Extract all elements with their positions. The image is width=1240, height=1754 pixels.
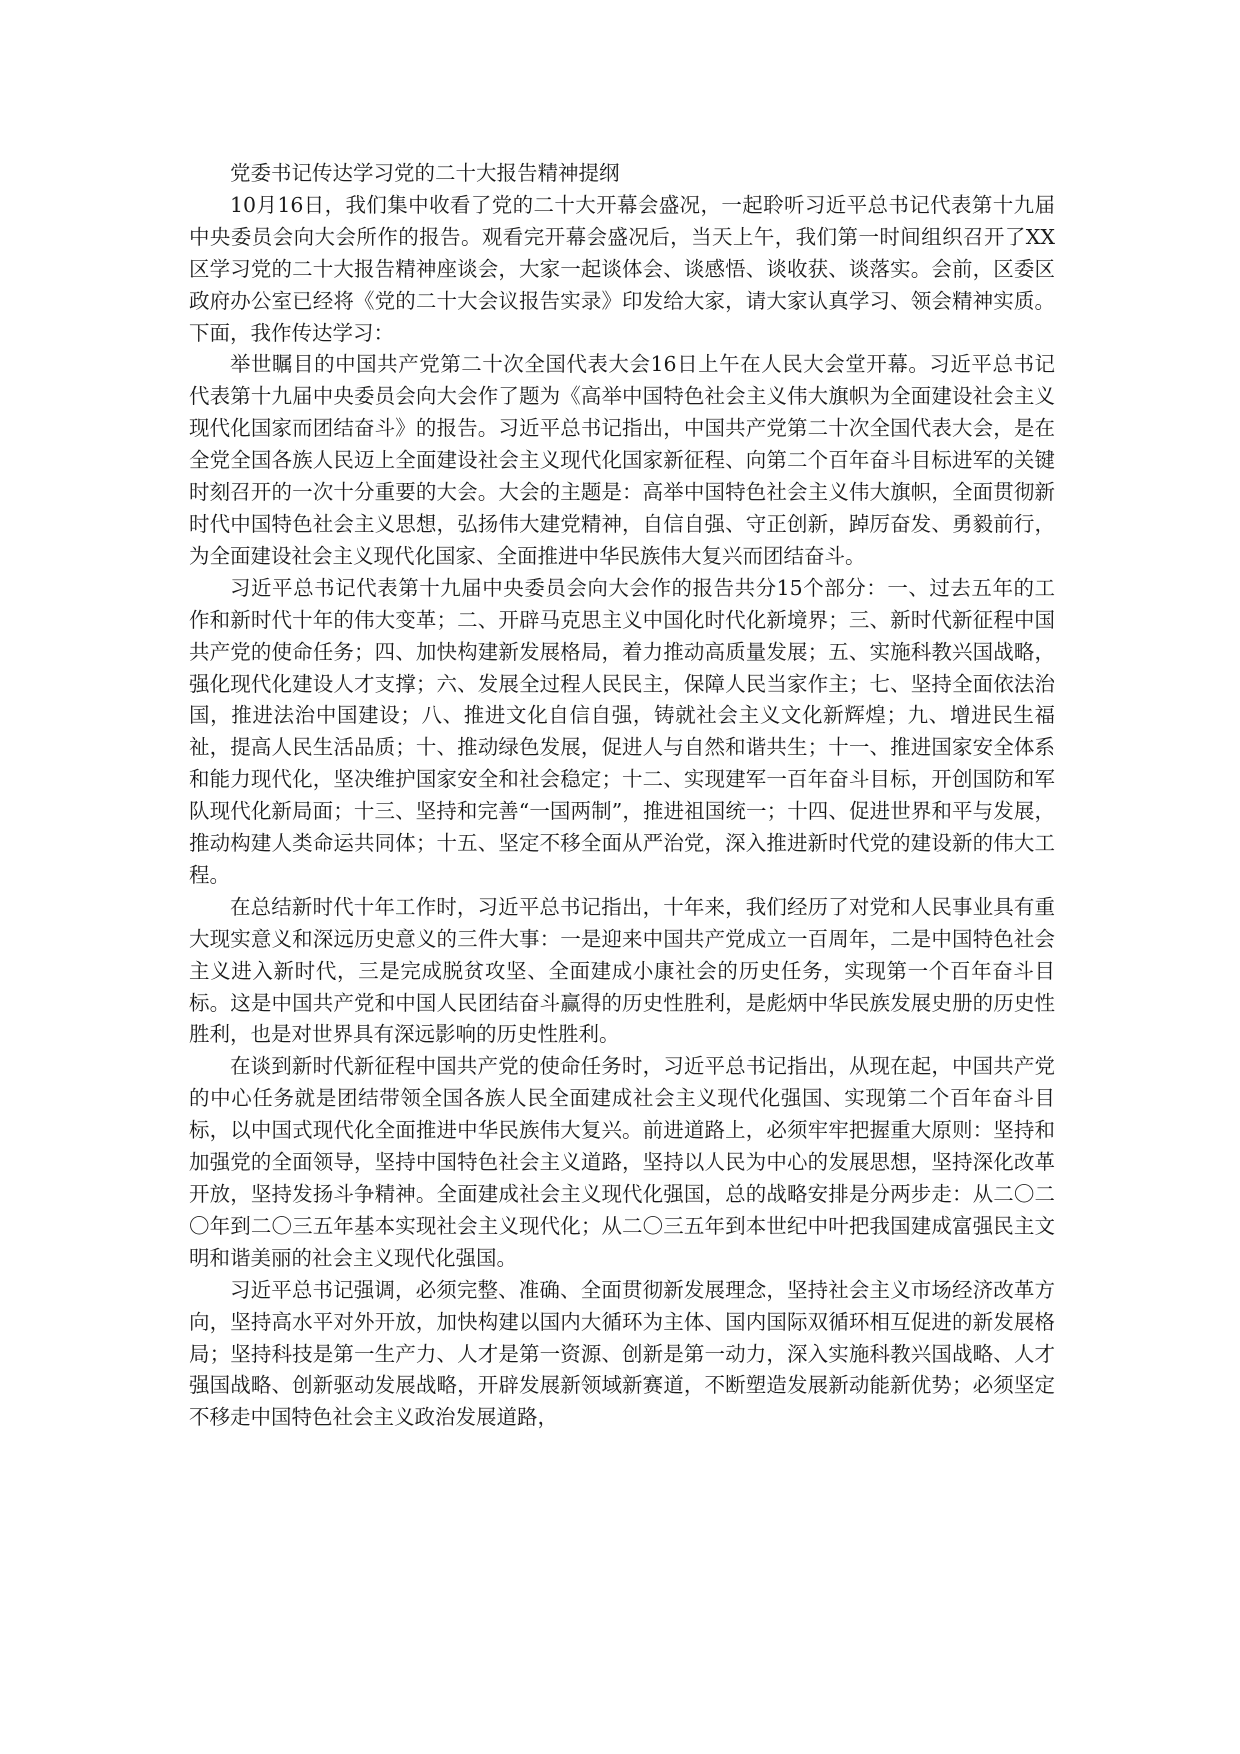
paragraph-report-sections: 习近平总书记代表第十九届中央委员会向大会作的报告共分15个部分：一、过去五年的工作和新时代十年的伟大变革；二、开辟马克思主义中国化时代化新境界；三、新时代新征程中国共产党的使命任务；四、加快构建新发展格局，着力推动高质量发展；五、实施科教兴国战略，强化现代化建设人才支撑；六、发展全过程人民民主，保障人民当家作主；七、坚持全面依法治国，推进法治中国建设；八、推进文化自信自强，铸就社会主义文化新辉煌；九、增进民生福祉，提高人民生活品质；十、推动绿色发展，促进人与自然和谐共生；十一、推进国家安全体系和能力现代化，坚决维护国家安全和社会稳定；十二、实现建军一百年奋斗目标，开创国防和军队现代化新局面；十三、坚持和完善“一国两制”，推进祖国统一；十四、促进世界和平与发展，推动构建人类命运共同体；十五、坚定不移全面从严治党，深入推进新时代党的建设新的伟大工程。: [189, 575, 1055, 887]
paragraph-mission-tasks: 在谈到新时代新征程中国共产党的使命任务时，习近平总书记指出，从现在起，中国共产党的中心任务就是团结带领全国各族人民全面建成社会主义现代化强国、实现第二个百年奋斗目标，以中国式现代化全面推进中华民族伟大复兴。前进道路上，必须牢牢把握重大原则：坚持和加强党的全面领导，坚持中国特色社会主义道路，坚持以人民为中心的发展思想，坚持深化改革开放，坚持发扬斗争精神。全面建成社会主义现代化强国，总的战略安排是分两步走：从二〇二〇年到二〇三五年基本实现社会主义现代化；从二〇三五年到本世纪中叶把我国建成富强民主文明和谐美丽的社会主义现代化强国。: [189, 1054, 1055, 1270]
paragraph-congress-opening: 举世瞩目的中国共产党第二十次全国代表大会16日上午在人民大会堂开幕。习近平总书记代表第十九届中央委员会向大会作了题为《高举中国特色社会主义伟大旗帜为全面建设社会主义现代化国家而团结奋斗》的报告。习近平总书记指出，中国共产党第二十次全国代表大会，是在全党全国各族人民迈上全面建设社会主义现代化国家新征程、向第二个百年奋斗目标进军的关键时刻召开的一次十分重要的大会。大会的主题是：高举中国特色社会主义伟大旗帜，全面贯彻新时代中国特色社会主义思想，弘扬伟大建党精神，自信自强、守正创新，踔厉奋发、勇毅前行，为全面建设社会主义现代化国家、全面推进中华民族伟大复兴而团结奋斗。: [189, 352, 1055, 568]
document-title: 党委书记传达学习党的二十大报告精神提纲: [230, 161, 620, 185]
paragraph-intro: 10月16日，我们集中收看了党的二十大开幕会盛况，一起聆听习近平总书记代表第十九届中央委员会向大会所作的报告。观看完开幕会盛况后，当天上午，我们第一时间组织召开了XX区学习党的二十大报告精神座谈会，大家一起谈体会、谈感悟、谈收获、谈落实。会前，区委区政府办公室已经将《党的二十大会议报告实录》印发给大家，请大家认真学习、领会精神实质。下面，我作传达学习：: [189, 192, 1055, 345]
paragraph-decade-summary: 在总结新时代十年工作时，习近平总书记指出，十年来，我们经历了对党和人民事业具有重大现实意义和深远历史意义的三件大事：一是迎来中国共产党成立一百周年，二是中国特色社会主义进入新时代，三是完成脱贫攻坚、全面建成小康社会的历史任务，实现第一个百年奋斗目标。这是中国共产党和中国人民团结奋斗赢得的历史性胜利，是彪炳中华民族发展史册的历史性胜利，也是对世界具有深远影响的历史性胜利。: [189, 894, 1055, 1047]
document-body: [189, 158, 1055, 1434]
paragraph-development-concept: 习近平总书记强调，必须完整、准确、全面贯彻新发展理念，坚持社会主义市场经济改革方向，坚持高水平对外开放，加快构建以国内大循环为主体、国内国际双循环相互促进的新发展格局；坚持科技是第一生产力、人才是第一资源、创新是第一动力，深入实施科教兴国战略、人才强国战略、创新驱动发展战略，开辟发展新领域新赛道，不断塑造发展新动能新优势；必须坚定不移走中国特色社会主义政治发展道路，: [189, 1277, 1055, 1430]
